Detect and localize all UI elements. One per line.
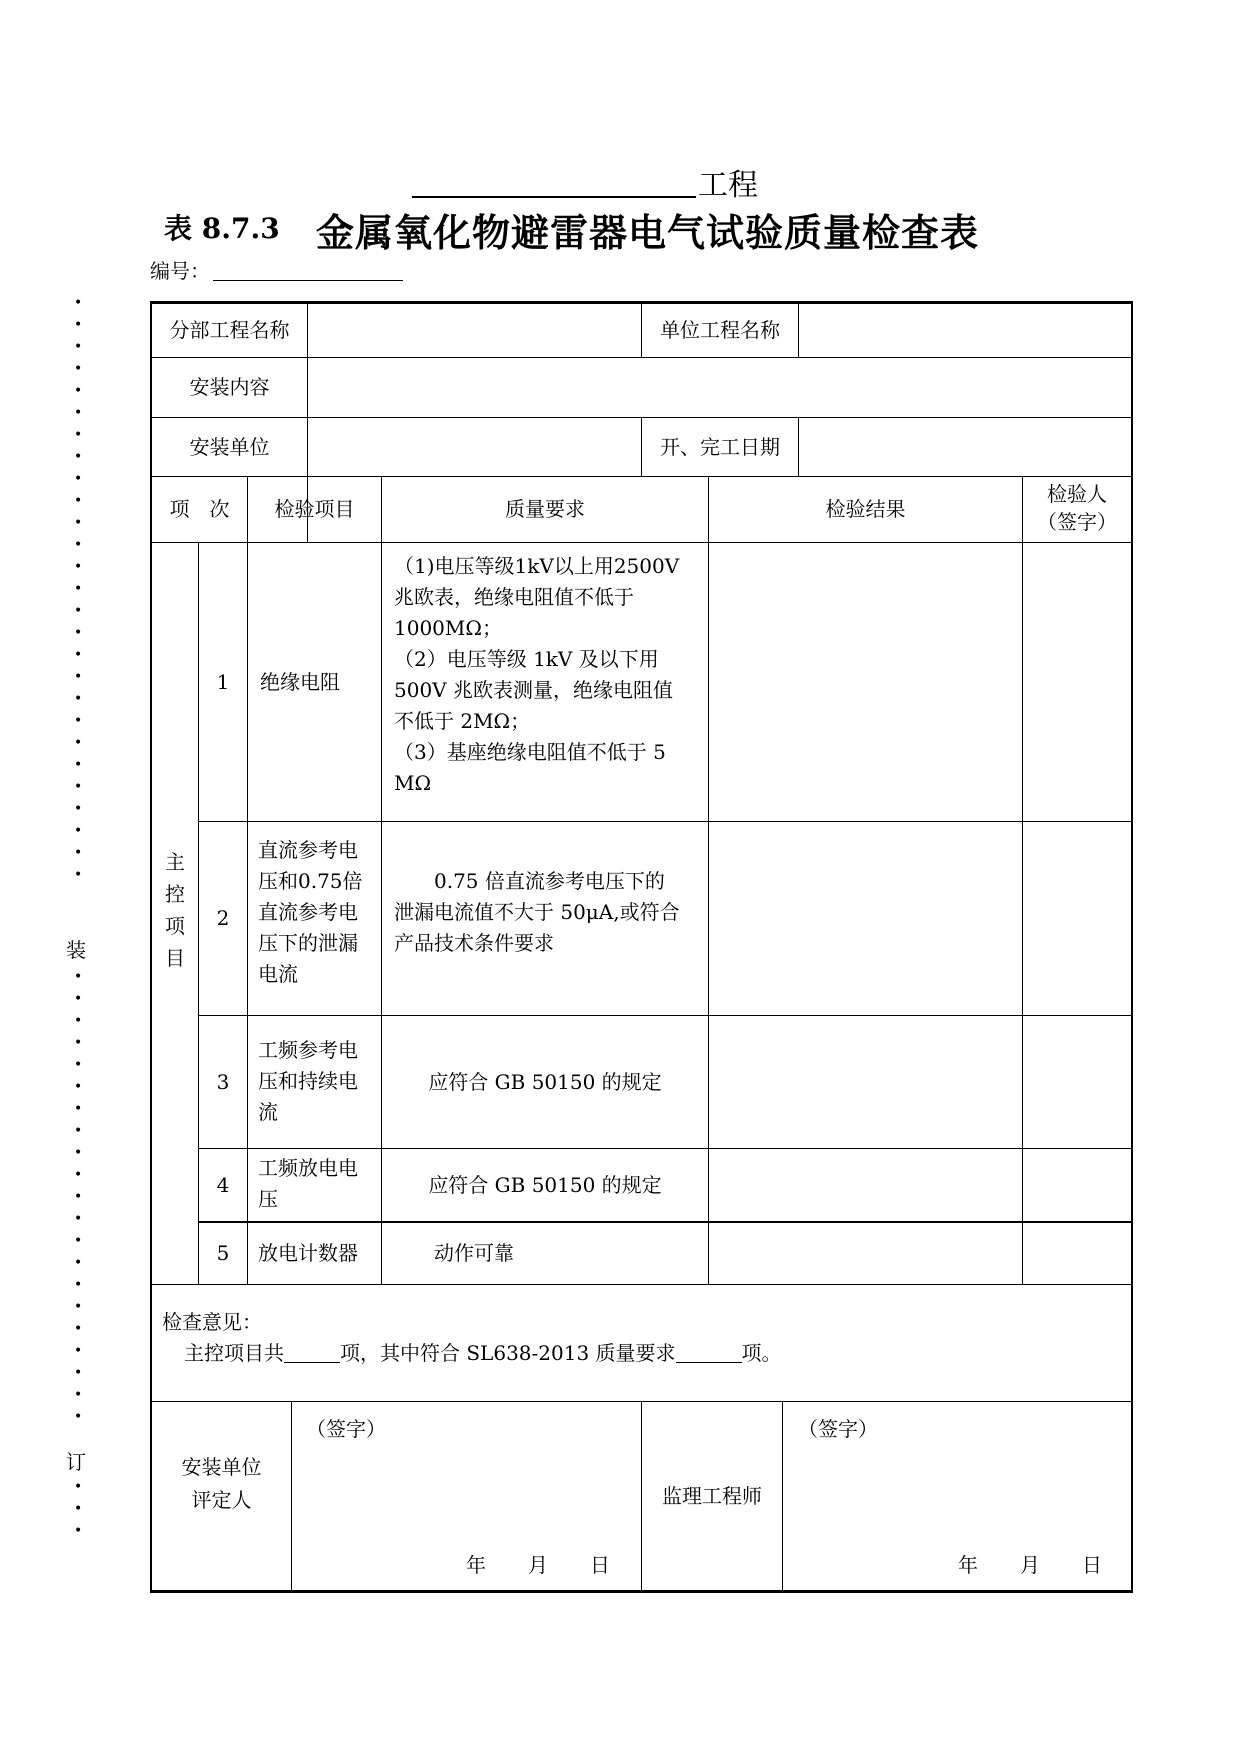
binding-dots-bottom: • • •: [74, 1479, 83, 1539]
row2-requirement: 0.75 倍直流参考电压下的 泄漏电流值不大于 50μA,或符合 产品技术条件要求: [394, 869, 680, 955]
col-inspector: 检验人 （签字）: [1037, 482, 1117, 534]
row3-no: 3: [216, 1069, 230, 1094]
assessor-signature-field[interactable]: [292, 1441, 641, 1541]
dates-label: 开、完工日期: [660, 434, 780, 459]
install-unit-field[interactable]: [308, 418, 641, 476]
table-number: 表 8.7.3: [164, 212, 280, 245]
row3-item: 工频参考电 压和持续电 流: [258, 1038, 358, 1124]
dates-field[interactable]: [799, 418, 1131, 476]
assessor-signature-hint: （签字）: [306, 1417, 386, 1441]
unit-project-label: 单位工程名称: [660, 318, 780, 342]
project-suffix: 工程: [698, 168, 758, 203]
code-field[interactable]: [213, 280, 403, 281]
row2-result[interactable]: [709, 822, 1022, 1015]
row4-no: 4: [216, 1172, 230, 1197]
opinion-blank-qualified[interactable]: [676, 1340, 742, 1363]
col-item-no: 项 次: [169, 497, 230, 521]
binding-char-zhuang: 装: [66, 938, 86, 962]
row5-inspector[interactable]: [1023, 1223, 1131, 1284]
install-unit-assessor-label: 安装单位 评定人: [181, 1455, 262, 1512]
supervisor-signature-hint: （签字）: [798, 1417, 878, 1441]
row4-item: 工频放电电 压: [258, 1156, 358, 1211]
opinion-label: 检查意见：: [162, 1310, 262, 1334]
supervisor-date[interactable]: 年 月 日: [958, 1553, 1102, 1577]
sub-project-field[interactable]: [308, 304, 641, 357]
install-unit-label: 安装单位: [189, 434, 270, 459]
binding-dots-middle: • • • • • • • • • • • • • • • • • • • • •: [74, 969, 83, 1425]
row1-item: 绝缘电阻: [260, 669, 340, 694]
sub-project-label: 分部工程名称: [169, 318, 290, 342]
row1-inspector[interactable]: [1023, 543, 1131, 821]
code-label: 编号：: [150, 259, 210, 283]
page-title: 金属氧化物避雷器电气试验质量检查表: [316, 210, 980, 255]
unit-project-field[interactable]: [799, 304, 1131, 357]
binding-dots-top: • • • • • • • • • • • • • • • • • • • • • • • • • • •: [74, 295, 83, 883]
row3-inspector[interactable]: [1023, 1016, 1131, 1148]
row3-result[interactable]: [709, 1016, 1022, 1148]
install-content-label: 安装内容: [189, 375, 270, 399]
row2-inspector[interactable]: [1023, 822, 1131, 1015]
row5-no: 5: [216, 1241, 230, 1265]
row1-requirement: （1)电压等级1kV以上用2500V 兆欧表，绝缘电阻值不低于 1000MΩ； （2）电压等级 1kV 及以下用 500V 兆欧表测量，绝缘电阻值 不低于 2MΩ； （3）基座绝缘电阻值不低于 5 MΩ: [394, 554, 680, 795]
binding-char-ding: 订: [66, 1450, 86, 1474]
row1-no: 1: [216, 669, 230, 694]
assessor-date[interactable]: 年 月 日: [466, 1553, 610, 1577]
row5-item: 放电计数器: [258, 1241, 358, 1265]
supervisor-label: 监理工程师: [662, 1483, 762, 1508]
col-quality-requirement: 质量要求: [505, 497, 585, 521]
row4-result[interactable]: [709, 1149, 1022, 1221]
row2-item: 直流参考电 压和0.75倍 直流参考电 压下的泄漏 电流: [258, 838, 363, 986]
row1-result[interactable]: [709, 543, 1022, 821]
main-control-label: 主 控 项 目: [165, 850, 185, 970]
row4-requirement: 应符合 GB 50150 的规定: [428, 1172, 662, 1197]
row4-inspector[interactable]: [1023, 1149, 1131, 1221]
col-result: 检验结果: [825, 497, 906, 521]
opinion-text: 主控项目共 项，其中符合 SL638-2013 质量要求 项。: [184, 1341, 782, 1365]
project-name-underline[interactable]: [412, 196, 696, 198]
row5-result[interactable]: [709, 1223, 1022, 1284]
row3-requirement: 应符合 GB 50150 的规定: [428, 1069, 662, 1094]
row5-requirement: 动作可靠: [434, 1241, 514, 1265]
opinion-blank-total[interactable]: [284, 1340, 340, 1363]
inspection-table: [150, 301, 1133, 1593]
install-content-field[interactable]: [308, 358, 1131, 417]
row2-no: 2: [216, 906, 230, 930]
col-inspection-item: 检验项目: [274, 497, 355, 521]
supervisor-signature-field[interactable]: [783, 1441, 1131, 1541]
